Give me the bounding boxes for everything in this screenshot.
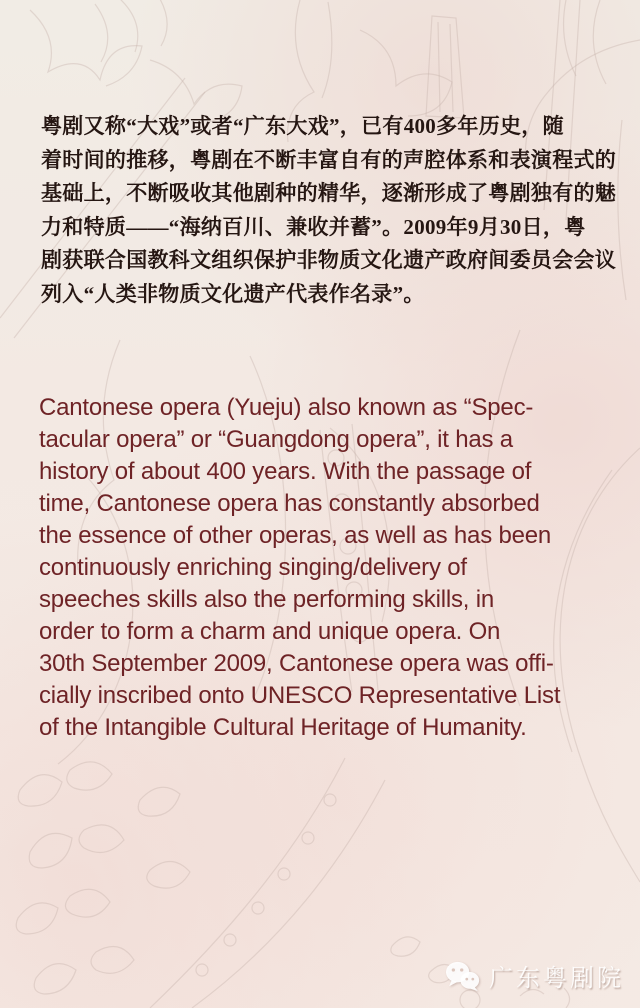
chinese-intro-paragraph <box>41 110 617 311</box>
text-line: 力和特质——“海纳百川、兼收并蓄”。2009年9月30日，粤 <box>41 214 586 239</box>
text-line: speeches skills also the performing skills, in <box>39 586 494 613</box>
text-line: the essence of other operas, as well as has been <box>39 522 552 549</box>
wechat-icon <box>445 960 480 992</box>
text-line: time, Cantonese opera has constantly absorbed <box>39 490 540 517</box>
text-line: of the Intangible Cultural Heritage of Humanity. <box>39 714 527 741</box>
text-line: 剧获联合国教科文组织保护非物质文化遗产政府间委员会会议 <box>41 248 617 272</box>
text-line: 着时间的推移，粤剧在不断丰富自有的声腔体系和表演程式的 <box>41 147 617 172</box>
text-line: continuously enriching singing/delivery of <box>39 554 467 581</box>
text-line: history of about 400 years. With the passage of <box>39 458 532 485</box>
english-intro-paragraph <box>39 392 614 744</box>
watermark-label: 广东粤剧院 <box>489 966 624 992</box>
text-line: cially inscribed onto UNESCO Representative List <box>39 682 561 709</box>
text-line: 粤剧又称“大戏”或者“广东大戏”，已有400多年历史，随 <box>41 114 564 138</box>
text-line: 基础上，不断吸收其他剧种的精华，逐渐形成了粤剧独有的魅 <box>41 181 617 205</box>
watermark <box>445 958 624 993</box>
text-line: tacular opera” or “Guangdong opera”, it has a <box>39 426 513 453</box>
text-line: Cantonese opera (Yueju) also known as “Spec- <box>39 394 534 421</box>
text-line: 列入“人类非物质文化遗产代表作名录”。 <box>41 281 425 306</box>
text-line: 30th September 2009, Cantonese opera was offi- <box>39 650 554 677</box>
text-line: order to form a charm and unique opera. On <box>39 618 501 645</box>
